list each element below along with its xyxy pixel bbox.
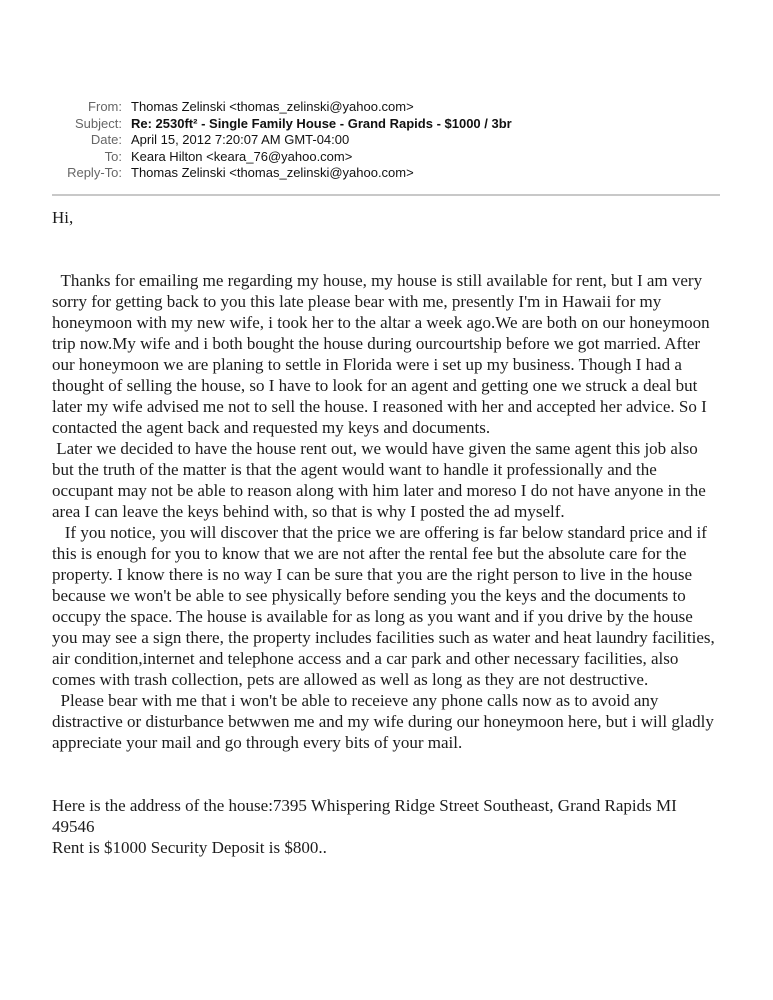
body-blank-line xyxy=(52,753,720,774)
body-address-line: Here is the address of the house:7395 Whispering Ridge Street Southeast, Grand Rapids MI 49546 xyxy=(52,795,682,836)
body-paragraph: Thanks for emailing me regarding my house, my house is still available for rent, but I am very sorry for getting back to you this late please bear with me, presently I'm in Hawaii for my honeymoon with my new wife, i took her to the altar a week ago.We are both on our honeymoon trip now.My wife and i both bought the house during ourcourtship before we got married. After our honeymoon we are planing to settle in Florida were i set up my business. Though I had a thought of selling the house, so I have to look for an agent and getting one we struck a deal but later my wife advised me not to sell the house. I reasoned with her and accepted her advice. So I contacted the agent back and requested my keys and documents. xyxy=(52,270,714,437)
header-field-value: Thomas Zelinski <thomas_zelinski@yahoo.com> xyxy=(131,99,414,114)
header-row-date xyxy=(52,132,720,149)
body-blank-line xyxy=(52,228,720,249)
body-paragraph: Later we decided to have the house rent out, we would have given the same agent this job also but the truth of the matter is that the agent would want to handle it professionally and the occupant may not be able to reason along with him later and moreso I do not have anyone in the area I can leave the keys behind with, so that is why I posted the ad myself. xyxy=(52,438,711,521)
header-field-value: April 15, 2012 7:20:07 AM GMT-04:00 xyxy=(131,132,350,148)
header-row-subject xyxy=(52,116,720,133)
header-field-label: Reply-To: xyxy=(67,165,122,181)
body-rent-line: Rent is $1000 Security Deposit is $800.. xyxy=(52,837,327,857)
header-field-label: Date: xyxy=(90,132,122,148)
header-row-to xyxy=(52,149,720,166)
email-body xyxy=(52,207,720,858)
body-paragraph: If you notice, you will discover that the price we are offering is far below standard price and if this is enough for you to know that we are not after the rental fee but the absolute care for the property. I know there is no way I can be sure that you are the right person to live in the house because we won't be able to see physically before sending you the keys and the documents to occupy the space. The house is available for as long as you want and if you drive by the house you may see a sign there, the property includes facilities such as water and heat laundry facilities, air condition,internet and telephone access and a car park and other necessary facilities, also comes with trash collection, pets are allowed as well as long as they are not destructive. xyxy=(52,522,720,689)
body-blank-line xyxy=(52,249,720,270)
header-field-label: Subject: xyxy=(75,115,122,131)
header-field-value: Re: 2530ft² - Single Family House - Grand Rapids - $1000 / 3br xyxy=(131,115,512,131)
header-field-label: To: xyxy=(104,148,122,164)
email-header xyxy=(52,99,720,182)
body-blank-line xyxy=(52,774,720,795)
header-field-value: Keara Hilton <keara_76@yahoo.com> xyxy=(131,148,353,164)
header-row-from xyxy=(52,99,720,116)
body-paragraph: Please bear with me that i won't be able to receieve any phone calls now as to avoid any distractive or disturbance betwwen me and my wife during our honeymoon here, but i will gladly appreciate your mail and go through every bits of your mail. xyxy=(52,690,719,752)
header-row-reply-to xyxy=(52,165,720,182)
body-greeting: Hi, xyxy=(52,207,74,227)
header-field-label: From: xyxy=(88,99,122,114)
header-field-value: Thomas Zelinski <thomas_zelinski@yahoo.com> xyxy=(131,165,414,181)
header-divider xyxy=(52,194,720,196)
